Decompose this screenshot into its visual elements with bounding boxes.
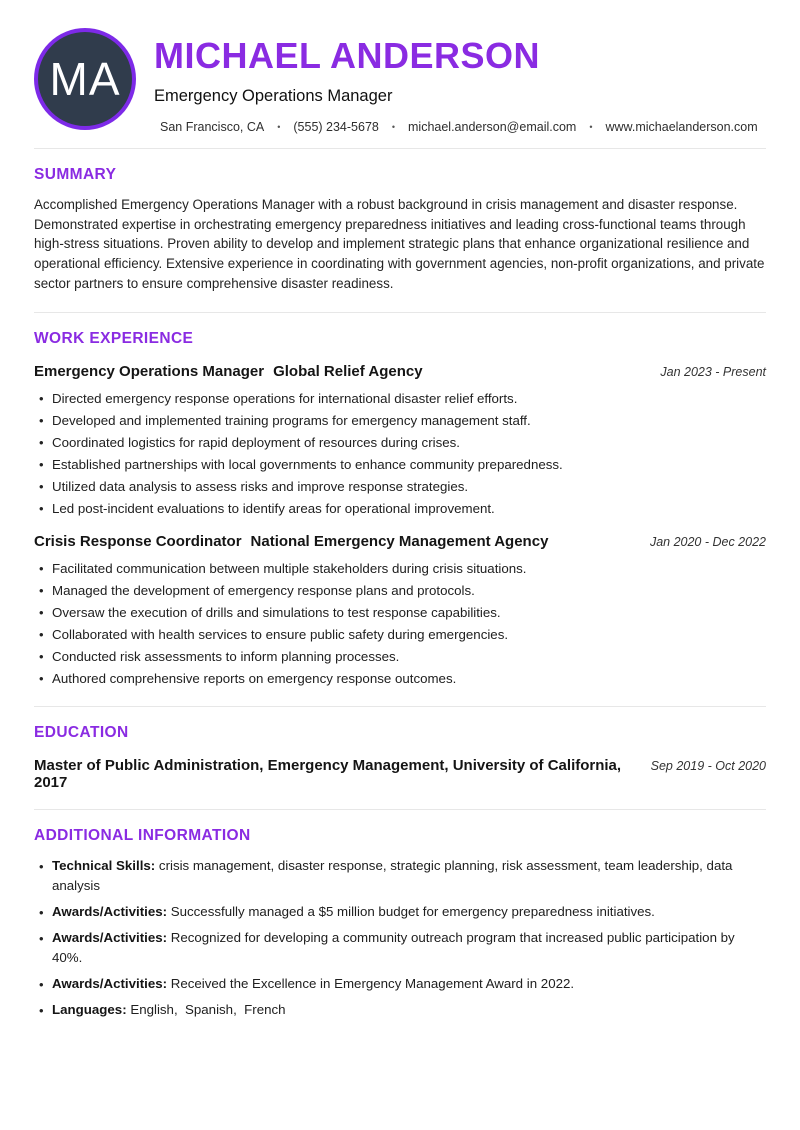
resume-header <box>34 28 766 134</box>
additional-item-label: Technical Skills: <box>52 858 156 874</box>
job-dates: Jan 2023 - Present <box>660 364 766 379</box>
job-title: Emergency Operations Manager <box>34 362 265 380</box>
additional-item-label: Awards/Activities: <box>52 976 168 992</box>
contact-location: San Francisco, CA <box>160 120 265 134</box>
section-divider <box>34 148 766 149</box>
contact-phone: (555) 234-5678 <box>293 120 379 134</box>
contact-row <box>154 120 758 134</box>
contact-website: www.michaelanderson.com <box>605 120 758 134</box>
job-bullet-list <box>34 560 766 688</box>
section-divider <box>34 312 766 313</box>
job-title-company <box>34 363 423 380</box>
education-entry <box>34 757 766 791</box>
additional-item-text: Received the Excellence in Emergency Management Award in 2022. <box>170 976 575 992</box>
additional-item-text: Recognized for developing a community outreach program that increased public participation by 40%. <box>52 930 739 966</box>
job-bullet: • Authored comprehensive reports on emergency response outcomes. <box>34 670 766 688</box>
section-heading-additional: ADDITIONAL INFORMATION <box>34 827 251 845</box>
job-bullet-list <box>34 390 766 518</box>
work-experience-section <box>34 330 766 689</box>
header-text <box>154 28 758 134</box>
job-company: Global Relief Agency <box>273 362 423 380</box>
job-header-row <box>34 533 766 550</box>
job-bullet: • Established partnerships with local governments to enhance community preparedness. <box>34 456 766 474</box>
job-bullet: • Utilized data analysis to assess risks and improve response strategies. <box>34 478 766 496</box>
job-entry <box>34 533 766 688</box>
person-name: MICHAEL ANDERSON <box>154 35 541 76</box>
avatar-initials: MA <box>49 53 121 105</box>
education-section <box>34 724 766 791</box>
additional-info-section <box>34 827 766 1020</box>
contact-separator: • <box>391 122 396 132</box>
additional-item-label: Languages: <box>52 1002 127 1018</box>
job-dates: Jan 2020 - Dec 2022 <box>649 534 766 549</box>
job-entry <box>34 363 766 518</box>
additional-item <box>34 974 766 994</box>
summary-section <box>34 166 766 294</box>
job-bullet: • Managed the development of emergency response plans and protocols. <box>34 582 766 600</box>
person-title: Emergency Operations Manager <box>154 87 393 105</box>
additional-item <box>34 928 766 968</box>
job-bullet: • Developed and implemented training programs for emergency management staff. <box>34 412 766 430</box>
additional-item-label: Awards/Activities: <box>52 904 168 920</box>
job-company: National Emergency Management Agency <box>250 532 549 550</box>
additional-item-list <box>34 856 766 1020</box>
job-bullet: • Directed emergency response operations for international disaster relief efforts. <box>34 390 766 408</box>
job-title: Crisis Response Coordinator <box>34 532 242 550</box>
job-bullet: • Collaborated with health services to ensure public safety during emergencies. <box>34 626 766 644</box>
section-divider <box>34 809 766 810</box>
job-bullet: • Oversaw the execution of drills and simulations to test response capabilities. <box>34 604 766 622</box>
additional-item-text: English, Spanish, French <box>130 1002 286 1018</box>
additional-item-text: Successfully managed a $5 million budget for emergency preparedness initiatives. <box>170 904 655 920</box>
additional-item <box>34 902 766 922</box>
section-heading-work: WORK EXPERIENCE <box>34 329 194 347</box>
section-heading-education: EDUCATION <box>34 724 129 742</box>
job-bullet: • Conducted risk assessments to inform planning processes. <box>34 648 766 666</box>
job-bullet: • Facilitated communication between multiple stakeholders during crisis situations. <box>34 560 766 578</box>
summary-text: Accomplished Emergency Operations Manager with a robust background in crisis management and disaster response. Demonstrated expertise in orchestrating emergency preparedness initiatives and leading cross-functional teams through high-stress situations. Proven ability to develop and implement strategic plans that enhance organizational resilience and operational efficiency. Extensive experience in coordinating with government agencies, non-profit organizations, and private sector partners to ensure comprehensive disaster readiness. <box>34 197 765 291</box>
section-divider <box>34 706 766 707</box>
contact-separator: • <box>589 122 593 132</box>
avatar <box>34 28 136 130</box>
job-bullet: • Led post-incident evaluations to identify areas for operational improvement. <box>34 500 766 518</box>
additional-item-label: Awards/Activities: <box>52 930 168 946</box>
additional-item <box>34 856 766 896</box>
section-heading-summary: SUMMARY <box>34 166 117 183</box>
contact-separator: • <box>277 122 281 132</box>
contact-email: michael.anderson@email.com <box>408 120 577 134</box>
job-bullet: • Coordinated logistics for rapid deployment of resources during crises. <box>34 434 766 452</box>
job-title-company <box>34 533 548 550</box>
additional-item-text: crisis management, disaster response, strategic planning, risk assessment, team leadership, data analysis <box>52 858 737 894</box>
education-degree: Master of Public Administration, Emergency Management, University of California, 2017 <box>34 757 622 792</box>
additional-item <box>34 1000 766 1020</box>
education-dates: Sep 2019 - Oct 2020 <box>650 759 766 774</box>
job-header-row <box>34 363 766 380</box>
